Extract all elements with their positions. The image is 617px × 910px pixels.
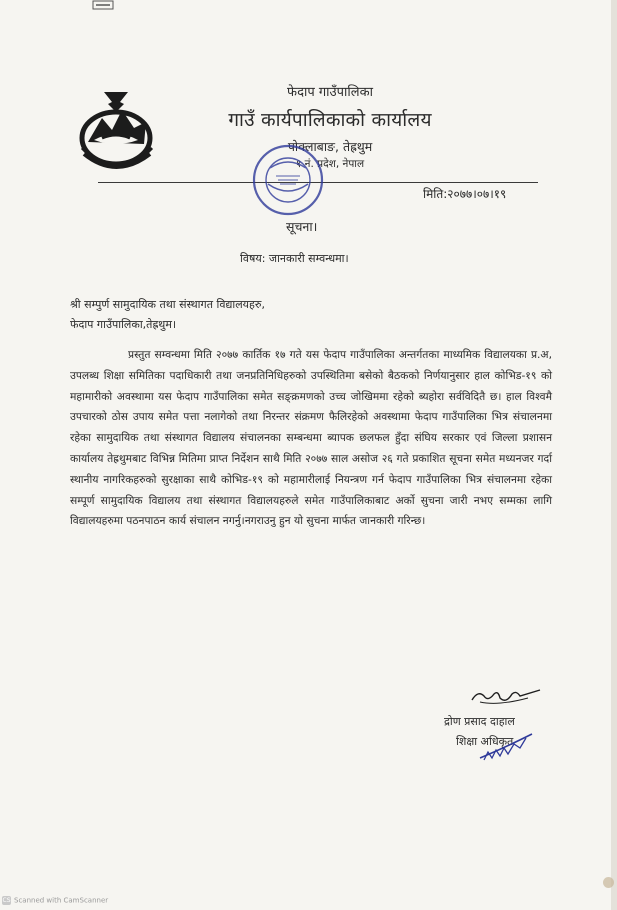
office-name: गाउँ कार्यपालिकाको कार्यालय: [228, 109, 432, 131]
addressee-line-2: फेदाप गाउँपालिका,तेह्रथुम।: [70, 318, 177, 331]
nepal-emblem-icon: [72, 88, 162, 174]
letter-date: मिति:२०७७।०७।१९: [423, 187, 507, 201]
addressee-line-1: श्री सम्पुर्ण सामुदायिक तथा संस्थागत विद्यालयहरु,: [70, 298, 265, 311]
designation-stamp-icon: [474, 728, 538, 764]
province-line: १ नं. प्रदेश, नेपाल: [295, 158, 365, 170]
signature-icon: [468, 686, 546, 708]
signatory-name: द्रोण प्रसाद दाहाल: [444, 715, 515, 728]
signatory-designation: शिक्षा अधिकृत: [456, 735, 514, 748]
letter-body: [70, 345, 552, 532]
municipality-name: फेदाप गाउँपालिका: [287, 85, 373, 100]
corner-stain: [603, 877, 614, 888]
notice-title: सूचना।: [286, 219, 318, 234]
office-location: पोक्लाबाङ, तेह्रथुम: [287, 139, 373, 154]
scan-artifact-mark: [92, 0, 114, 10]
body-paragraph: प्रस्तुत सम्वन्धमा मिति २०७७ कार्तिक १७ गते यस फेदाप गाउँपालिका अन्तर्गतका माध्यमिक विद्यालयका प्र.अ, उपलब्ध शिक्षा समितिका पदाधिकारी तथा जनप्रतिनिधिहरुको उपस्थितिमा बसेको बैठकको निर्णयानुसार हाल कोभिड-१९ को महामारीको अवस्थामा यस फेदाप गाउँपालिका समेत सङ्क्रमणको उच्च जोखिममा रहेको ब्यहोरा सर्वविदितै छ। हाल विश्वमै उपचारको ठोस उपाय समेत पत्ता नलागेको तथा निरन्तर संक्रमण फैलिरहेको अवस्थामा फेदाप गाउँपालिका भित्र संचालनमा रहेका सामुदायिक तथा संस्थागत विद्यालय संचालनका सम्बन्धमा ब्यापक छलफल हुँदा संघिय सरकार एवं जिल्ला प्रशासन कार्यालय तेह्रथुमबाट विभिन्न मितिमा प्राप्त निर्देशन साथै मिति २०७७ साल असोज २६ गते प्रकाशित सूचना समेत मध्यनजर गर्दा स्थानीय नागरिकहरुको सुरक्षाका साथै कोभिड-१९ को महामारीलाई नियन्त्रण गर्न फेदाप गाउँपालिका भित्र संचालनमा रहेका सम्पूर्ण सामुदायिक विद्यालय तथा संस्थागत विद्यालयहरुले समेत गाउँपालिकाबाट अर्को सुचना जारी नभए सम्मका लागि विद्यालयहरुमा पठनपाठन कार्य संचालन नगर्नु।नगराउनु हुन यो सुचना मार्फत जानकारी गरिन्छ।: [70, 348, 552, 528]
page-edge-shadow: [611, 0, 617, 910]
camscanner-logo-icon: CS: [2, 897, 11, 904]
addressee-block: [70, 295, 265, 335]
letter-subject: विषय: जानकारी सम्वन्धमा।: [240, 252, 349, 265]
scanner-watermark: [2, 896, 108, 905]
scanner-footer-text: Scanned with CamScanner: [14, 896, 109, 905]
office-stamp-icon: [246, 138, 338, 222]
